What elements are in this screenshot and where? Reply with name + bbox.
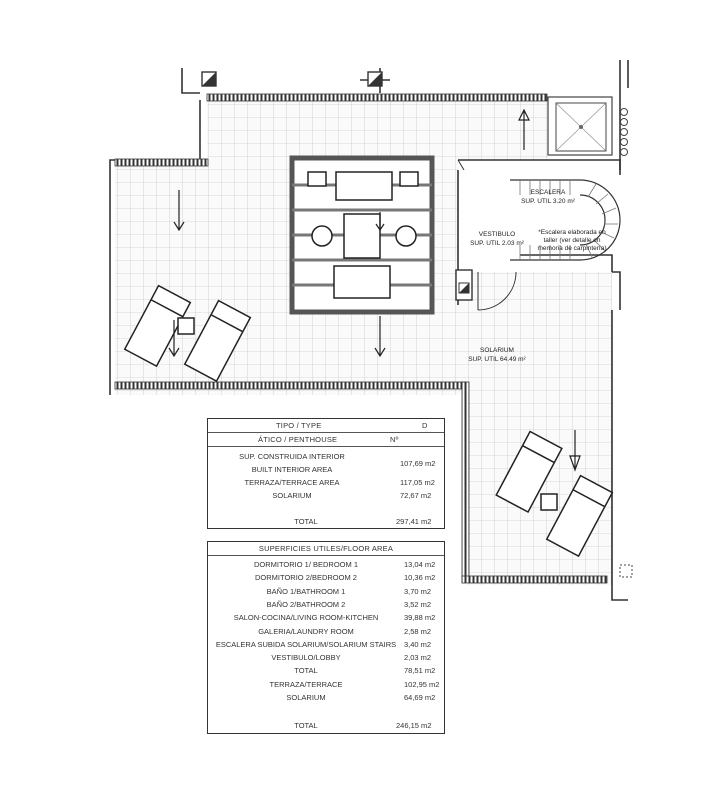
row-value: 3,52 m2 bbox=[404, 599, 432, 609]
row-value: 3,70 m2 bbox=[404, 586, 432, 596]
table-row bbox=[208, 571, 444, 584]
row-name: VESTIBULO/LOBBY bbox=[271, 653, 341, 663]
room-name-vestibulo: VESTIBULO bbox=[478, 231, 516, 238]
table-row bbox=[208, 678, 444, 691]
row-name: SALON-COCINA/LIVING ROOM-KITCHEN bbox=[233, 613, 379, 623]
table-row bbox=[208, 489, 444, 502]
row-name: BUILT INTERIOR AREA bbox=[251, 465, 333, 474]
row-name: SUP. CONSTRUIDA INTERIOR bbox=[239, 452, 345, 461]
table-row bbox=[208, 638, 444, 651]
area-total-value: 246,15 m2 bbox=[396, 721, 432, 730]
floor-area-table bbox=[207, 541, 445, 734]
table-row bbox=[208, 476, 444, 489]
row-value: 107,69 m2 bbox=[400, 459, 436, 468]
area-total-label: TOTAL bbox=[294, 721, 318, 730]
table-row bbox=[208, 585, 444, 598]
table-row bbox=[208, 651, 444, 664]
type-value: D bbox=[422, 421, 428, 430]
row-value: 78,51 m2 bbox=[404, 666, 436, 676]
row-name: SOLARIUM bbox=[272, 491, 312, 500]
pergola bbox=[292, 158, 432, 312]
row-value: 2,03 m2 bbox=[404, 653, 432, 663]
staircase-note-line-3: memoria de carpintería) bbox=[537, 245, 607, 252]
staircase-note-line-1: *Escalera elaborada en bbox=[538, 229, 606, 236]
row-value: 117,05 m2 bbox=[400, 478, 435, 487]
row-name: SOLARIUM bbox=[286, 693, 326, 702]
row-value: 13,04 m2 bbox=[404, 560, 436, 569]
floor-area-header bbox=[208, 542, 444, 556]
table-row bbox=[208, 625, 444, 638]
room-area-vestibulo: SUP. UTIL 2.03 m² bbox=[470, 240, 524, 247]
row-value: 3,40 m2 bbox=[404, 639, 432, 649]
row-value: 39,88 m2 bbox=[404, 613, 436, 623]
floor-area-title: SUPERFICIES UTILES/FLOOR AREA bbox=[258, 544, 394, 553]
type-total-value: 297,41 m2 bbox=[396, 517, 432, 526]
row-name: BAÑO 2/BATHROOM 2 bbox=[266, 599, 346, 609]
room-area-escalera: SUP. UTIL 3.20 m² bbox=[521, 198, 575, 205]
room-area-solarium: SUP. UTIL 64.49 m² bbox=[468, 356, 526, 363]
room-name-solarium: SOLARIUM bbox=[480, 347, 514, 354]
penthouse-label: ÁTICO / PENTHOUSE bbox=[258, 435, 338, 444]
row-name: TERRAZA/TERRACE AREA bbox=[244, 478, 340, 487]
type-table bbox=[207, 418, 445, 529]
table-row bbox=[208, 664, 444, 677]
row-value: 64,69 m2 bbox=[404, 693, 436, 702]
type-table-subheader bbox=[208, 433, 444, 447]
row-name: GALERIA/LAUNDRY ROOM bbox=[258, 626, 354, 636]
row-name: TOTAL bbox=[294, 666, 318, 676]
area-total-row bbox=[208, 719, 444, 732]
row-name: ESCALERA SUBIDA SOLARIUM/SOLARIUM STAIRS bbox=[215, 639, 397, 649]
type-total-label: TOTAL bbox=[294, 517, 318, 526]
table-row bbox=[208, 558, 444, 571]
staircase-note-line-2: taller (ver detalle en bbox=[543, 237, 601, 244]
row-name: DORMITORIO 1/ BEDROOM 1 bbox=[253, 560, 359, 569]
type-table-header bbox=[208, 419, 444, 433]
room-name-escalera: ESCALERA bbox=[530, 189, 566, 196]
type-total-row bbox=[208, 515, 444, 528]
table-row bbox=[208, 459, 444, 476]
row-name: TERRAZA/TERRACE bbox=[269, 679, 343, 689]
row-name: DORMITORIO 2/BEDROOM 2 bbox=[255, 573, 357, 583]
penthouse-number-label: Nº bbox=[390, 435, 399, 444]
column-detail bbox=[620, 109, 632, 578]
table-row bbox=[208, 691, 444, 704]
table-row bbox=[208, 598, 444, 611]
type-label: TIPO / TYPE bbox=[276, 421, 322, 430]
row-name: BAÑO 1/BATHROOM 1 bbox=[266, 586, 346, 596]
row-value: 2,58 m2 bbox=[404, 626, 432, 636]
table-row bbox=[208, 611, 444, 624]
row-value: 10,36 m2 bbox=[404, 573, 436, 583]
row-value: 102,95 m2 bbox=[404, 679, 440, 689]
row-value: 72,67 m2 bbox=[400, 491, 432, 500]
